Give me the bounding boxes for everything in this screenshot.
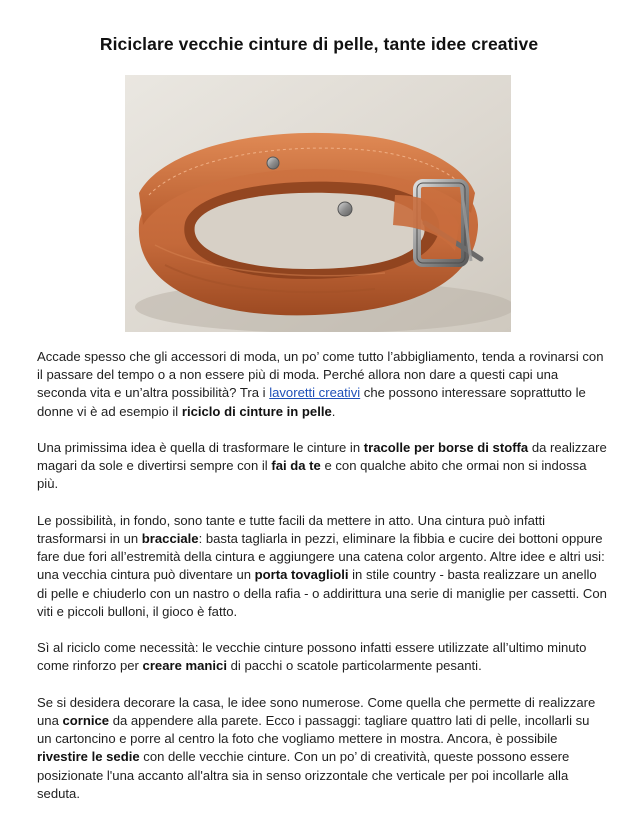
bold-term: bracciale (141, 531, 199, 546)
bold-term: riciclo di cinture in pelle (181, 403, 332, 419)
bold-term: fai da te (271, 458, 321, 474)
text-run: con delle vecchie cinture. Con un po’ di creatività, queste possono essere posizionate l'una accanto all'altra sia in senso orizzontale che verticale per poi incollarle alla seduta. (37, 749, 570, 801)
inline-link[interactable]: lavoretti creativi (269, 385, 361, 401)
paragraph (37, 512, 607, 621)
bold-term: porta tovaglioli (254, 567, 349, 583)
bold-term: tracolle per borse di stoffa (363, 440, 529, 455)
text-run: Le possibilità, in fondo, sono tante e tutte facili da mettere in atto. Una cintura può infatti trasformarsi in un (37, 512, 546, 546)
paragraph (37, 439, 607, 494)
text-run: Una primissima idea è quella di trasformare le cinture in (37, 440, 364, 455)
belt-photo (125, 75, 511, 332)
paragraph (37, 639, 607, 675)
text-run: Sì al riciclo come necessità: le vecchie cinture possono infatti essere utilizzate all’ultimo minuto come rinforzo per (37, 640, 587, 674)
bold-term: creare manici (142, 658, 227, 674)
text-run: che possono interessare soprattutto le donne vi è ad esempio il (37, 385, 586, 419)
text-run: da appendere alla parete. Ecco i passaggi: tagliare quattro lati di pelle, incollarli su un cartoncino e porre al centro la foto che vogliamo mettere in mostra. Ancora, è possibile (37, 713, 590, 747)
paragraph (37, 694, 607, 803)
paragraph (37, 348, 607, 421)
page-title: Riciclare vecchie cinture di pelle, tante idee creative (99, 34, 539, 54)
text-run: : basta tagliarla in pezzi, eliminare la fibbia e cucire dei bottoni oppure fare due fori all’estremità della cintura e aggiungere una catena color argento. Altre idee e altri usi: una vecchia cintura può diventare un (37, 531, 605, 583)
article-body (37, 348, 607, 821)
text-run: . (331, 403, 336, 419)
text-run: Accade spesso che gli accessori di moda, un po’ come tutto l’abbigliamento, tenda a rovinarsi con il passare del tempo o a non essere più di moda. Perché allora non dare a questi capi una seconda vita e un’altra possibilità? Tra i (37, 349, 604, 401)
bold-term: cornice (62, 713, 110, 728)
text-run: in stile country - basta realizzare un anello di pelle e chiuderlo con un nastro o della rafia - o addirittura una serie di maniglie per cassetti. Con viti e piccoli bulloni, il gioco è fatto. (37, 567, 607, 619)
text-run: di pacchi o scatole particolarmente pesanti. (226, 658, 482, 674)
text-run: e con qualche abito che ormai non si indossa più. (37, 458, 587, 492)
text-run: Se si desidera decorare la casa, le idee sono numerose. Come quella che permette di realizzare una (37, 694, 596, 728)
text-run: da realizzare magari da sole e divertirsi sempre con il (37, 440, 607, 474)
bold-term: rivestire le sedie (37, 749, 140, 765)
